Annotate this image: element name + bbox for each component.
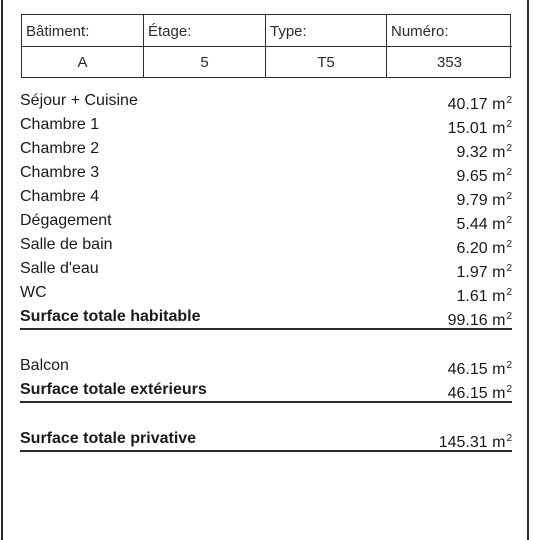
room-name: Salle d'eau (20, 260, 99, 277)
header-divider (387, 46, 512, 47)
room-row (20, 233, 512, 257)
header-cell-building (22, 15, 144, 77)
room-area: 5.44 $m^2$ (456, 215, 512, 233)
total-habitable-area: 99.16 $m^2$ (447, 311, 512, 329)
room-row (20, 113, 512, 137)
room-area: 6.20 $m^2$ (456, 239, 512, 257)
exterior-area: 46.15 $m^2$ (447, 360, 512, 378)
header-divider (266, 46, 386, 47)
room-name: WC (20, 284, 47, 301)
total-private-row (20, 427, 512, 452)
header-cell-number (387, 15, 512, 77)
header-cell-type (266, 15, 387, 77)
room-row (20, 89, 512, 113)
total-exterior-area: 46.15 $m^2$ (447, 384, 512, 402)
room-name: Dégagement (20, 212, 112, 229)
room-row (20, 161, 512, 185)
exterior-row (20, 354, 512, 378)
building-value: A (77, 54, 88, 71)
room-area: 15.01 $m^2$ (447, 119, 512, 137)
room-row (20, 257, 512, 281)
room-area: 9.32 $m^2$ (456, 143, 512, 161)
total-exterior-row (20, 378, 512, 403)
exterior-name: Balcon (20, 357, 69, 374)
header-divider (144, 46, 265, 47)
room-name: Séjour + Cuisine (20, 92, 138, 109)
section-spacer (20, 330, 512, 354)
room-row (20, 281, 512, 305)
room-name: Salle de bain (20, 236, 113, 253)
number-value: 353 (436, 54, 463, 71)
number-label: Numéro: (391, 23, 449, 40)
room-row (20, 185, 512, 209)
room-row (20, 209, 512, 233)
room-area: 40.17 $m^2$ (447, 95, 512, 113)
section-spacer (20, 403, 512, 427)
room-name: Chambre 1 (20, 116, 100, 133)
floor-label: Étage: (148, 23, 192, 40)
total-private-area: 145.31 $m^2$ (438, 433, 512, 451)
header-divider (22, 46, 143, 47)
apartment-header-table (21, 14, 511, 78)
room-area: 9.65 $m^2$ (456, 167, 512, 185)
type-value: T5 (317, 54, 335, 71)
building-label: Bâtiment: (26, 23, 90, 40)
room-area: 1.97 $m^2$ (456, 263, 512, 281)
room-area: 1.61 $m^2$ (456, 287, 512, 305)
room-name: Chambre 2 (20, 140, 100, 157)
room-area: 9.79 $m^2$ (456, 191, 512, 209)
surface-list (20, 89, 512, 452)
total-exterior-label: Surface totale extérieurs (20, 381, 207, 398)
total-habitable-row (20, 305, 512, 330)
total-habitable-label: Surface totale habitable (20, 308, 201, 325)
type-label: Type: (270, 23, 307, 40)
room-name: Chambre 3 (20, 164, 100, 181)
room-name: Chambre 4 (20, 188, 100, 205)
total-private-label: Surface totale privative (20, 430, 197, 447)
header-cell-floor (144, 15, 266, 77)
floor-value: 5 (200, 54, 209, 71)
room-row (20, 137, 512, 161)
